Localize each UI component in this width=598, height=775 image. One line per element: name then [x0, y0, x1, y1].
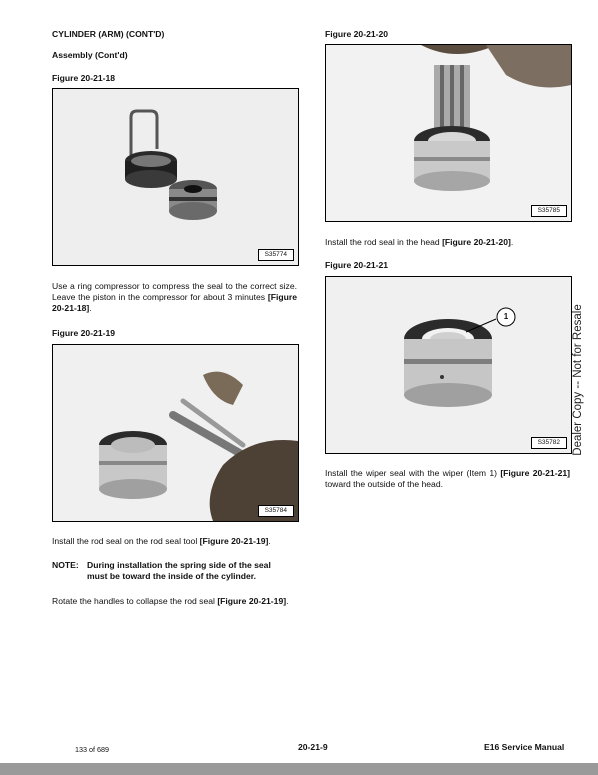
paragraph-ring-compressor: Use a ring compressor to compress the seal to the correct size. Leave the piston in the compressor for about 3 minutes [Figure 20-21-18].	[52, 281, 297, 313]
page-count: 133 of 689	[75, 745, 109, 754]
figure-reference: [Figure 20-21-20]	[442, 237, 511, 247]
figure-reference: [Figure 20-21-18]	[52, 292, 297, 313]
paragraph-rotate-handles: Rotate the handles to collapse the rod seal [Figure 20-21-19].	[52, 596, 289, 606]
figure-label-21: Figure 20-21-21	[325, 260, 389, 270]
paragraph-rod-seal-tool: Install the rod seal on the rod seal tool [Figure 20-21-19].	[52, 536, 271, 546]
figure-20-21-20	[325, 44, 572, 222]
figure-20-21-21	[325, 276, 572, 454]
wiper-seal-illustration	[326, 277, 571, 453]
figure-label-20: Figure 20-21-20	[325, 29, 389, 39]
paragraph-install-wiper-seal: Install the wiper seal with the wiper (Item 1) [Figure 20-21-21] toward the outside of the head.	[325, 468, 570, 489]
figure-label-19: Figure 20-21-19	[52, 328, 116, 338]
rod-seal-install-illustration	[326, 45, 571, 221]
dealer-copy-watermark: Dealer Copy -- Not for Resale	[572, 304, 584, 456]
figure-reference: [Figure 20-21-19]	[199, 536, 269, 546]
rod-seal-tool-illustration	[53, 345, 298, 521]
section-title: CYLINDER (ARM) (CONT'D)	[52, 29, 165, 39]
figure-20-21-18	[52, 88, 299, 266]
viewer-bottom-bar	[0, 763, 598, 775]
page-number: 20-21-9	[298, 742, 328, 752]
callout-1: 1	[503, 312, 509, 321]
subsection-title: Assembly (Cont'd)	[52, 50, 128, 60]
image-code-20: S35785	[531, 205, 567, 217]
paragraph-install-rod-seal: Install the rod seal in the head [Figure 20-21-20].	[325, 237, 514, 247]
manual-title: E16 Service Manual	[484, 742, 565, 752]
note-line-1: During installation the spring side of the seal	[87, 560, 271, 570]
image-code-19: S35784	[258, 505, 294, 517]
note-label: NOTE:	[52, 560, 79, 570]
image-code-21: S35782	[531, 437, 567, 449]
note-line-2: must be toward the inside of the cylinder.	[87, 571, 257, 581]
figure-label-18: Figure 20-21-18	[52, 73, 116, 83]
image-code-18: S35774	[258, 249, 294, 261]
figure-reference: [Figure 20-21-21]	[500, 468, 570, 478]
ring-compressor-illustration	[53, 89, 298, 265]
figure-reference: [Figure 20-21-19]	[217, 596, 287, 606]
figure-20-21-19	[52, 344, 299, 522]
